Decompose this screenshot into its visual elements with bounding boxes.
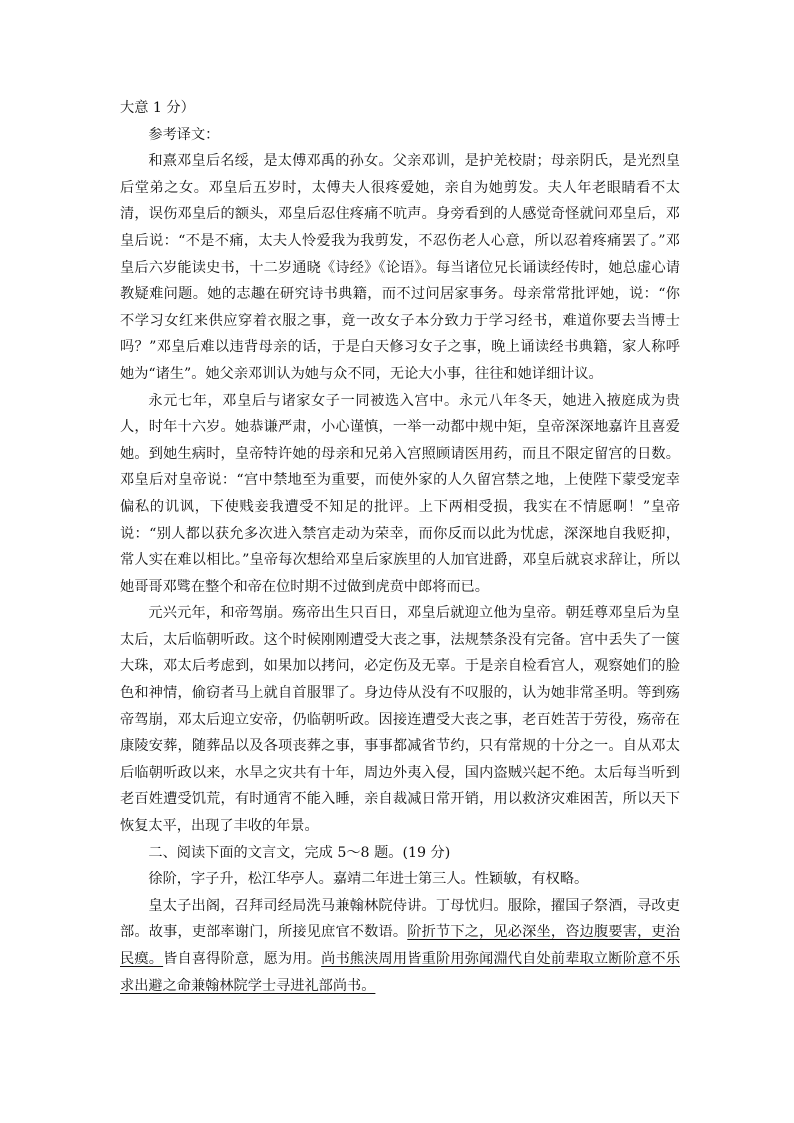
paragraph-translation-2: 永元七年，邓皇后与诸家女子一同被选入宫中。永元八年冬天，她进入掖庭成为贵人，时年十六岁。她恭谦严肃，小心谨慎，一举一动都中规中矩，皇帝深深地嘉许且喜爱她。到她生病时，皇帝特许她的母亲和兄弟入宫照顾请医用药，而且不限定留宫的日数。邓皇后对皇帝说：“宫中禁地至为重要，而使外家的人久留宫禁之地，上使陛下蒙受宠幸偏私的讥讽，下使贱妾我遭受不知足的批评。上下两相受损，我实在不情愿啊！”皇帝说：“别人都以获允多次进入禁宫走动为荣幸，而你反而以此为忧虑，深深地自我贬抑，常人实在难以相比。”皇帝每次想给邓皇后家族里的人加官进爵，邓皇后就哀求辞让，所以她哥哥邓骘在整个和帝在位时期不过做到虎贲中郎将而已。: [120, 392, 680, 595]
question-section-heading: 二、阅读下面的文言文，完成 5～8 题。(19 分): [148, 844, 451, 861]
document-page: [120, 95, 680, 999]
paragraph-translation-3: 元兴元年，和帝驾崩。殇帝出生只百日，邓皇后就迎立他为皇帝。朝廷尊邓皇后为皇太后，太后临朝听政。这个时候刚刚遭受大丧之事，法规禁条没有完备。宫中丢失了一箧大珠，邓太后考虑到，如果加以拷问，必定伤及无辜。于是亲自检看宫人，观察她们的脸色和神情，偷窃者马上就自首服罪了。身边侍从没有不叹服的，认为她非常圣明。等到殇帝驾崩，邓太后迎立安帝，仍临朝听政。因接连遭受大丧之事，老百姓苦于劳役，殇帝在康陵安葬，随葬品以及各项丧葬之事，事事都减省节约，只有常规的十分之一。自从邓太后临朝听政以来，水旱之灾共有十年，周边外夷入侵，国内盗贼兴起不绝。太后每当听到老百姓遭受饥荒，有时通宵不能入睡，亲自裁减日常开销，用以救济灾难困苦，所以天下恢复太平，出现了丰收的年景。: [120, 605, 680, 835]
passage-text-2: 皆自喜得阶意，愿为用。: [163, 951, 322, 967]
paragraph-translation-1: 和熹邓皇后名绥，是太傅邓禹的孙女。父亲邓训，是护羌校尉；母亲阴氏，是光烈皇后堂弟之女。邓皇后五岁时，太傅夫人很疼爱她，亲自为她剪发。夫人年老眼睛看不太清，误伤邓皇后的额头，邓皇后忍住疼痛不吭声。身旁看到的人感觉奇怪就问邓皇后，邓皇后说：“不是不痛，太夫人怜爱我为我剪发，不忍伤老人心意，所以忍着疼痛罢了。”邓皇后六岁能读史书，十二岁通晓《诗经》《论语》。每当诸位兄长诵读经传时，她总虚心请教疑难问题。她的志趣在研究诗书典籍，而不过问居家事务。母亲常常批评她，说：“你不学习女红来供应穿着衣服之事，竟一改女子本分致力于学习经书，难道你要去当博士吗？”邓皇后难以违背母亲的话，于是白天修习女子之事，晚上诵读经书典籍，家人称呼她为“诸生”。她父亲邓训认为她与众不同，无论大小事，往往和她详细计议。: [120, 153, 680, 382]
paragraph-passage-1: 徐阶，字子升，松江华亭人。嘉靖二年进士第三人。性颖敏，有权略。: [148, 871, 589, 888]
passage-text: 皇太子出阁，召拜司经局洗马兼翰林院侍讲。丁母忧归。服除，擢国子祭酒，寻改吏部。故事，吏部率谢门，所接见庶官不数语。: [120, 897, 680, 941]
paragraph-continuation: 大意 1 分）: [120, 100, 195, 116]
paragraph-passage-2: [120, 893, 680, 999]
underlined-sentence-1: 阶折节下之，见必深坐，咨边腹要害，吏治民瘼。: [120, 924, 680, 967]
underlined-sentence-2: 尚书熊浃周用皆重阶用弥闻淵代自处前辈取立断阶意不乐求出避之命兼翰林院学士寻进礼部尚书。: [120, 951, 680, 994]
paragraph-heading-translation: 参考译文：: [148, 126, 220, 143]
